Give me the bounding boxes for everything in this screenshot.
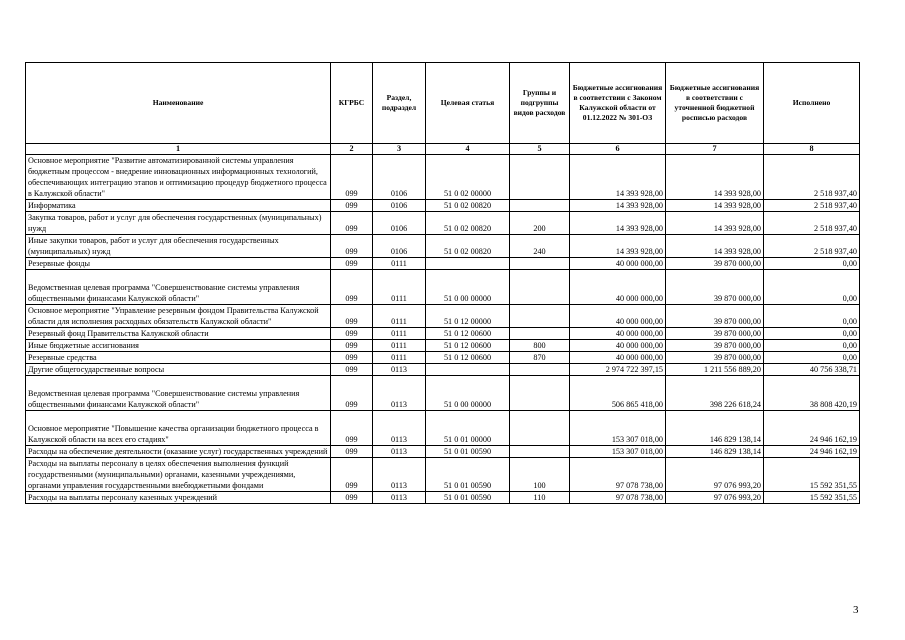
row-section: 0111	[373, 305, 426, 328]
row-executed: 2 518 937,40	[764, 212, 860, 235]
row-law: 14 393 928,00	[570, 155, 666, 200]
row-refined: 14 393 928,00	[666, 155, 764, 200]
header-kgrbs: КГРБС	[331, 63, 373, 144]
row-executed: 24 946 162,19	[764, 411, 860, 446]
table-row	[26, 305, 860, 328]
row-target: 51 0 12 00600	[426, 340, 510, 352]
header-refined: Бюджетные ассигнования в соответствии с уточненной бюджетной росписью расходов	[666, 63, 764, 144]
header-groups: Группы и подгруппы видов расходов	[510, 63, 570, 144]
row-refined: 14 393 928,00	[666, 235, 764, 258]
row-section: 0113	[373, 492, 426, 504]
row-kgrbs: 099	[331, 458, 373, 492]
row-refined: 39 870 000,00	[666, 328, 764, 340]
row-executed: 2 518 937,40	[764, 155, 860, 200]
table-row	[26, 270, 860, 305]
row-kgrbs: 099	[331, 340, 373, 352]
row-law: 153 307 018,00	[570, 446, 666, 458]
row-kgrbs: 099	[331, 270, 373, 305]
row-kgrbs: 099	[331, 258, 373, 270]
row-target: 51 0 02 00820	[426, 235, 510, 258]
row-group: 870	[510, 352, 570, 364]
row-target: 51 0 02 00820	[426, 212, 510, 235]
row-executed: 24 946 162,19	[764, 446, 860, 458]
table-row	[26, 328, 860, 340]
row-law: 153 307 018,00	[570, 411, 666, 446]
row-refined: 39 870 000,00	[666, 352, 764, 364]
row-group: 800	[510, 340, 570, 352]
row-group	[510, 305, 570, 328]
row-target: 51 0 12 00000	[426, 305, 510, 328]
row-section: 0113	[373, 411, 426, 446]
row-law: 40 000 000,00	[570, 305, 666, 328]
row-group	[510, 328, 570, 340]
row-executed: 15 592 351,55	[764, 492, 860, 504]
budget-table	[25, 62, 860, 504]
table-row	[26, 212, 860, 235]
row-executed: 2 518 937,40	[764, 235, 860, 258]
row-group: 200	[510, 212, 570, 235]
column-number: 3	[373, 144, 426, 155]
row-name: Резервный фонд Правительства Калужской области	[26, 328, 331, 340]
row-refined: 97 076 993,20	[666, 458, 764, 492]
table-row	[26, 258, 860, 270]
row-kgrbs: 099	[331, 155, 373, 200]
row-refined: 398 226 618,24	[666, 376, 764, 411]
page-number: 3	[853, 604, 859, 616]
row-kgrbs: 099	[331, 352, 373, 364]
row-refined: 14 393 928,00	[666, 212, 764, 235]
row-name: Основное мероприятие "Развитие автоматизированной системы управления бюджетным процессом - внедрение инновационных информационных технологий, обеспечивающих интеграцию этапов и оптимизацию процедур бюджетного процесса в Калужской области"	[26, 155, 331, 200]
row-law: 40 000 000,00	[570, 340, 666, 352]
row-target: 51 0 02 00820	[426, 200, 510, 212]
table-row	[26, 352, 860, 364]
row-executed: 0,00	[764, 352, 860, 364]
header-section: Раздел, подраздел	[373, 63, 426, 144]
row-refined: 146 829 138,14	[666, 411, 764, 446]
row-refined: 39 870 000,00	[666, 305, 764, 328]
table-row	[26, 235, 860, 258]
row-law: 97 078 738,00	[570, 458, 666, 492]
row-refined: 39 870 000,00	[666, 340, 764, 352]
row-section: 0111	[373, 340, 426, 352]
row-target: 51 0 02 00000	[426, 155, 510, 200]
row-group	[510, 364, 570, 376]
row-name: Иные закупки товаров, работ и услуг для обеспечения государственных (муниципальных) нужд	[26, 235, 331, 258]
row-target: 51 0 12 00600	[426, 328, 510, 340]
table-row	[26, 200, 860, 212]
row-refined: 146 829 138,14	[666, 446, 764, 458]
row-group	[510, 155, 570, 200]
header-executed: Исполнено	[764, 63, 860, 144]
row-target: 51 0 01 00590	[426, 446, 510, 458]
row-section: 0113	[373, 364, 426, 376]
row-name: Расходы на выплаты персоналу в целях обеспечения выполнения функций государственными (муниципальными) органами, казенными учреждениями, органами управления государственными внебюджетными фондами	[26, 458, 331, 492]
table-row	[26, 411, 860, 446]
row-law: 40 000 000,00	[570, 328, 666, 340]
row-name: Иные бюджетные ассигнования	[26, 340, 331, 352]
row-section: 0106	[373, 235, 426, 258]
row-kgrbs: 099	[331, 200, 373, 212]
row-target	[426, 258, 510, 270]
table-row	[26, 155, 860, 200]
row-kgrbs: 099	[331, 212, 373, 235]
row-name: Основное мероприятие "Повышение качества организации бюджетного процесса в Калужской области на всех его стадиях"	[26, 411, 331, 446]
row-law: 40 000 000,00	[570, 258, 666, 270]
row-section: 0106	[373, 155, 426, 200]
row-executed: 2 518 937,40	[764, 200, 860, 212]
row-kgrbs: 099	[331, 492, 373, 504]
row-refined: 39 870 000,00	[666, 270, 764, 305]
row-refined: 39 870 000,00	[666, 258, 764, 270]
row-section: 0106	[373, 212, 426, 235]
row-law: 40 000 000,00	[570, 270, 666, 305]
table-row	[26, 376, 860, 411]
table-row	[26, 446, 860, 458]
row-group: 110	[510, 492, 570, 504]
column-number: 1	[26, 144, 331, 155]
row-law: 14 393 928,00	[570, 200, 666, 212]
row-law: 14 393 928,00	[570, 235, 666, 258]
row-law: 97 078 738,00	[570, 492, 666, 504]
row-name: Основное мероприятие "Управление резервным фондом Правительства Калужской области для исполнения расходных обязательств Калужской области"	[26, 305, 331, 328]
column-number: 4	[426, 144, 510, 155]
row-section: 0113	[373, 376, 426, 411]
table-row	[26, 492, 860, 504]
header-law: Бюджетные ассигнования в соответствии с Законом Калужской области от 01.12.2022 № 301-ОЗ	[570, 63, 666, 144]
row-executed: 0,00	[764, 270, 860, 305]
row-target: 51 0 01 00590	[426, 458, 510, 492]
row-section: 0111	[373, 258, 426, 270]
row-section: 0113	[373, 458, 426, 492]
row-group	[510, 446, 570, 458]
row-name: Резервные фонды	[26, 258, 331, 270]
row-executed: 0,00	[764, 258, 860, 270]
row-section: 0111	[373, 270, 426, 305]
row-target: 51 0 00 00000	[426, 376, 510, 411]
row-target: 51 0 01 00000	[426, 411, 510, 446]
table-row	[26, 364, 860, 376]
row-name: Расходы на обеспечение деятельности (оказание услуг) государственных учреждений	[26, 446, 331, 458]
row-group	[510, 411, 570, 446]
row-name: Закупка товаров, работ и услуг для обеспечения государственных (муниципальных) нужд	[26, 212, 331, 235]
row-executed: 0,00	[764, 305, 860, 328]
row-name: Другие общегосударственные вопросы	[26, 364, 331, 376]
row-refined: 14 393 928,00	[666, 200, 764, 212]
row-refined: 97 076 993,20	[666, 492, 764, 504]
row-executed: 0,00	[764, 328, 860, 340]
header-target: Целевая статья	[426, 63, 510, 144]
row-target: 51 0 12 00600	[426, 352, 510, 364]
row-target	[426, 364, 510, 376]
row-name: Ведомственная целевая программа "Совершенствование системы управления общественными финансами Калужской области"	[26, 270, 331, 305]
column-number: 8	[764, 144, 860, 155]
row-law: 14 393 928,00	[570, 212, 666, 235]
row-group	[510, 376, 570, 411]
row-section: 0111	[373, 328, 426, 340]
row-kgrbs: 099	[331, 364, 373, 376]
column-number: 6	[570, 144, 666, 155]
row-kgrbs: 099	[331, 305, 373, 328]
column-number: 2	[331, 144, 373, 155]
table-header-row	[26, 63, 860, 144]
row-law: 506 865 418,00	[570, 376, 666, 411]
column-number: 7	[666, 144, 764, 155]
row-executed: 0,00	[764, 340, 860, 352]
row-section: 0111	[373, 352, 426, 364]
row-section: 0113	[373, 446, 426, 458]
row-target: 51 0 00 00000	[426, 270, 510, 305]
row-name: Информатика	[26, 200, 331, 212]
table-row	[26, 458, 860, 492]
row-refined: 1 211 556 889,20	[666, 364, 764, 376]
row-group	[510, 270, 570, 305]
table-row	[26, 340, 860, 352]
row-law: 40 000 000,00	[570, 352, 666, 364]
row-group: 100	[510, 458, 570, 492]
row-executed: 40 756 338,71	[764, 364, 860, 376]
row-kgrbs: 099	[331, 376, 373, 411]
header-name: Наименование	[26, 63, 331, 144]
row-name: Резервные средства	[26, 352, 331, 364]
row-kgrbs: 099	[331, 328, 373, 340]
row-target: 51 0 01 00590	[426, 492, 510, 504]
row-group	[510, 258, 570, 270]
column-number: 5	[510, 144, 570, 155]
row-law: 2 974 722 397,15	[570, 364, 666, 376]
row-group	[510, 200, 570, 212]
row-name: Расходы на выплаты персоналу казенных учреждений	[26, 492, 331, 504]
row-kgrbs: 099	[331, 446, 373, 458]
row-group: 240	[510, 235, 570, 258]
row-executed: 38 808 420,19	[764, 376, 860, 411]
row-executed: 15 592 351,55	[764, 458, 860, 492]
row-kgrbs: 099	[331, 411, 373, 446]
column-numbers-row	[26, 144, 860, 155]
row-name: Ведомственная целевая программа "Совершенствование системы управления общественными финансами Калужской области"	[26, 376, 331, 411]
row-kgrbs: 099	[331, 235, 373, 258]
row-section: 0106	[373, 200, 426, 212]
